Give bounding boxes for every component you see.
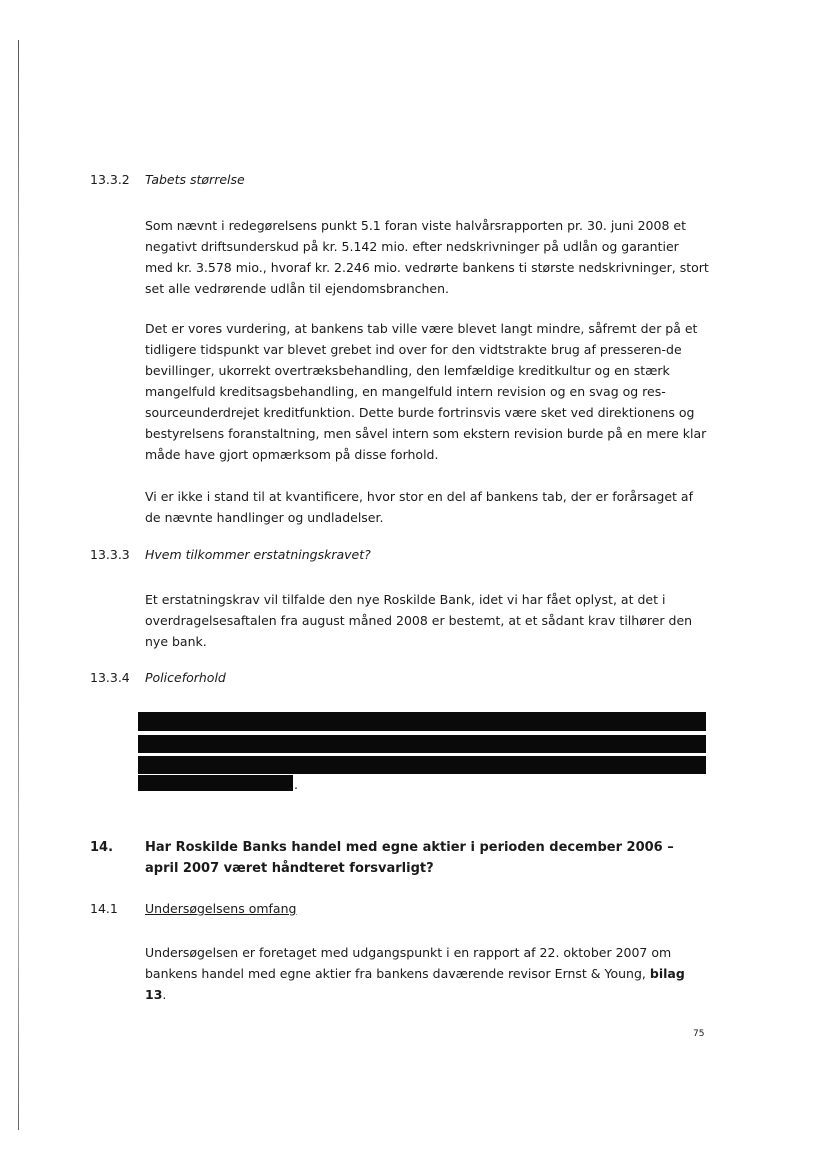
redaction-bar-2 [138,735,706,753]
paragraph-erstatningskrav: Et erstatningskrav vil tilfalde den nye Roskilde Bank, idet vi har fået oplyst, at det i overdragelsesaftalen fra august måned 2008 er bestemt, at et sådant krav tilhører den nye bank. [145,592,693,649]
redaction-bar-1 [138,712,706,731]
section-title-tabets-stoerrelse: Tabets størrelse [145,172,245,187]
section-number-13-3-3: 13.3.3 [90,547,130,562]
paragraph-vurdering: Det er vores vurdering, at bankens tab ville være blevet langt mindre, såfremt der på et tidligere tidspunkt var blevet grebet ind over for den vidtstrakte brug af presseren-de bevillinger, ukorrekt overtræksbehandling, den lemfældige kreditkultur og en stærk mangelfuld kreditsagsbehandling, en mangelfuld intern revision og en svag og res-sourceunderdrejet kreditfunktion. Dette burde fortrinsvis være sket ved direktionens og bestyrelsens foranstaltning, men såvel intern som ekstern revision burde på en mere klar måde have gjort opmærksom på disse forhold. [145,321,707,462]
redaction-end-period: . [294,777,298,792]
redaction-bar-4 [138,775,293,791]
section-number-14-1: 14.1 [90,901,118,916]
paragraph-undersoegelsen-end: . [162,987,167,1002]
paragraph-kvantificere: Vi er ikke i stand til at kvantificere, hvor stor en del af bankens tab, der er forårsaget af de nævnte handlinger og undladelser. [145,489,693,525]
section-title-undersoegelsens-omfang: Undersøgelsens omfang [145,901,297,916]
page-number: 75 [693,1029,705,1039]
section-title-policeforhold: Policeforhold [145,670,226,685]
scan-binding-edge [18,40,19,1130]
section-number-13-3-4: 13.3.4 [90,670,130,685]
bilag-reference: bilag 13 [145,966,685,1002]
section-title-erstatningskrav: Hvem tilkommer erstatningskravet? [145,547,371,562]
section-number-13-3-2: 13.3.2 [90,172,130,187]
paragraph-halvaarsrapport: Som nævnt i redegørelsens punkt 5.1 foran viste halvårsrapporten pr. 30. juni 2008 et negativt driftsunderskud på kr. 5.142 mio. efter nedskrivninger på udlån og garantier med kr. 3.578 mio., hvoraf kr. 2.246 mio. vedrørte bankens ti største nedskrivninger, stort set alle vedrørende udlån til ejendomsbranchen. [145,218,709,296]
section-title-egne-aktier: Har Roskilde Banks handel med egne aktier i perioden december 2006 – april 2007 været håndteret forsvarligt? [145,840,674,876]
paragraph-undersoegelsen [145,942,710,1005]
section-number-14: 14. [90,840,114,855]
redaction-bar-3 [138,756,706,774]
paragraph-undersoegelsen-text: Undersøgelsen er foretaget med udgangspunkt i en rapport af 22. oktober 2007 om bankens handel med egne aktier fra bankens daværende revisor Ernst & Young, [145,945,672,981]
